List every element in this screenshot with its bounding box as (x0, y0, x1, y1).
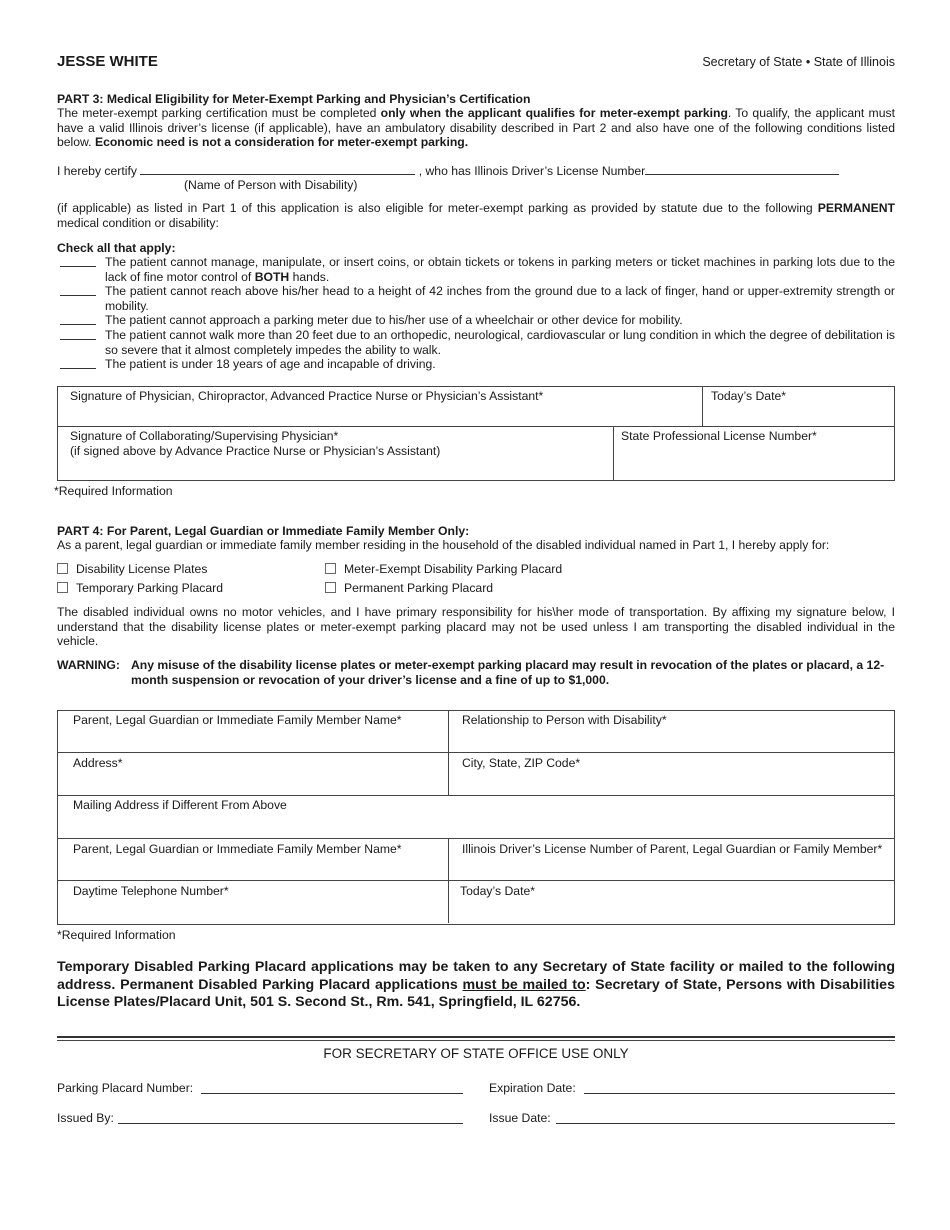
telephone-field[interactable]: Daytime Telephone Number* (73, 884, 229, 898)
guardian-date-field[interactable]: Today’s Date* (460, 884, 535, 898)
divider (613, 426, 614, 480)
divider (448, 710, 449, 796)
patient-license-field[interactable] (645, 163, 839, 175)
certify-line (57, 163, 895, 178)
checkbox[interactable] (57, 582, 68, 593)
issue-date-label: Issue Date: (489, 1111, 551, 1125)
required-note: *Required Information (54, 484, 173, 498)
condition-bold: BOTH (254, 269, 290, 284)
eligible-text (57, 201, 895, 230)
condition-item (57, 284, 895, 313)
divider (57, 426, 895, 427)
certify-prefix: I hereby certify (57, 164, 137, 178)
placard-number-field[interactable] (201, 1093, 463, 1094)
condition-item (57, 313, 895, 328)
condition-text-end: hands. (289, 269, 330, 284)
condition-item (57, 255, 895, 284)
issued-by-label: Issued By: (57, 1111, 114, 1125)
guardian-license-field[interactable]: Illinois Driver’s License Number of Parent, Legal Guardian or Family Member* (462, 842, 883, 856)
warning-text: Any misuse of the disability license plates or meter-exempt parking placard may result in revocation of the plates or placard, a 12-month suspension or revocation of your driver’s license and a fine of up to $1,000. (131, 658, 885, 687)
option-permanent-placard[interactable] (325, 581, 493, 595)
city-state-zip-field[interactable]: City, State, ZIP Code* (462, 756, 581, 770)
condition-check-1[interactable] (60, 255, 96, 267)
checkbox[interactable] (57, 563, 68, 574)
expiration-date-field[interactable] (584, 1093, 895, 1094)
required-note: *Required Information (57, 928, 176, 942)
mailing-text: Temporary Disabled Parking Placard applications may be taken to any Secretary of State facility or mailed to the following address. Permanent Disabled Parking Placard applications (57, 959, 895, 993)
condition-item (57, 357, 895, 372)
mailing-address: : Secretary of State, Persons with Disabilities License Plates/Placard Unit, 501 S. Second St., Rm. 541, Springfield, IL 62756. (57, 976, 895, 1010)
divider (57, 795, 895, 796)
issue-date-field[interactable] (556, 1123, 895, 1124)
certify-mid: , who has Illinois Driver’s License Number (418, 164, 646, 178)
part4-title: PART 4: For Parent, Legal Guardian or Immediate Family Member Only: (57, 524, 470, 538)
divider (57, 752, 895, 753)
condition-check-4[interactable] (60, 328, 96, 340)
guardian-name-field-2[interactable]: Parent, Legal Guardian or Immediate Family Member Name* (73, 842, 402, 856)
divider (448, 838, 449, 923)
condition-text: The patient cannot manage, manipulate, or insert coins, or obtain tickets or tokens in parking meters or ticket machines in parking lots due to the lack of fine motor control of (105, 255, 895, 284)
license-number-field[interactable]: State Professional License Number* (621, 429, 817, 443)
warning-label: WARNING: (57, 658, 120, 672)
relationship-field[interactable]: Relationship to Person with Disability* (462, 713, 667, 727)
double-rule (57, 1040, 895, 1041)
option-label: Temporary Parking Placard (76, 581, 223, 595)
condition-check-3[interactable] (60, 313, 96, 325)
checkbox[interactable] (325, 582, 336, 593)
placard-number-label: Parking Placard Number: (57, 1081, 194, 1095)
option-label: Permanent Parking Placard (344, 581, 494, 595)
part4-intro: As a parent, legal guardian or immediate family member residing in the household of the disabled individual named in Part 1, I hereby apply for: (57, 538, 830, 552)
intro-bold-2: Economic need is not a consideration for meter-exempt parking. (94, 135, 469, 149)
address-field[interactable]: Address* (73, 756, 123, 770)
condition-text: The patient is under 18 years of age and incapable of driving. (105, 357, 436, 371)
part3-title: PART 3: Medical Eligibility for Meter-Exempt Parking and Physician’s Certification (57, 92, 531, 106)
checkbox[interactable] (325, 563, 336, 574)
divider (702, 386, 703, 426)
condition-check-2[interactable] (60, 284, 96, 296)
divider (57, 838, 895, 839)
option-license-plates[interactable] (57, 562, 207, 576)
issued-by-field[interactable] (118, 1123, 463, 1124)
intro-text-2: . To qualify, the applicant must have a valid Illinois driver’s license (if applicable), have an ambulatory disability described in Part 2 and also have one of the following conditions listed below. (57, 106, 895, 149)
part3-intro (57, 106, 895, 150)
expiration-date-label: Expiration Date: (489, 1081, 576, 1095)
collab-sublabel: (if signed above by Advance Practice Nurse or Physician’s Assistant) (70, 444, 441, 458)
official-name: JESSE WHITE (57, 53, 158, 70)
eligible-post: medical condition or disability: (57, 215, 219, 230)
mailing-instructions (57, 959, 895, 1012)
collab-label: Signature of Collaborating/Supervising Physician* (70, 429, 339, 443)
physician-date-field[interactable]: Today’s Date* (711, 389, 786, 403)
intro-text: The meter-exempt parking certification must be completed (57, 106, 381, 120)
mailing-address-field[interactable]: Mailing Address if Different From Above (73, 798, 287, 812)
eligible-pre: (if applicable) as listed in Part 1 of this application is also eligible for meter-exempt parking as provided by statute due to the following (57, 201, 818, 215)
collab-signature-field[interactable] (70, 429, 440, 459)
condition-text: The patient cannot reach above his/her head to a height of 42 inches from the ground due to a lack of finger, hand or upper-extremity strength or mobility. (105, 284, 895, 313)
mailing-underlined: must be mailed to (462, 976, 586, 993)
option-meter-exempt-placard[interactable] (325, 562, 562, 576)
condition-item (57, 328, 895, 357)
name-caption: (Name of Person with Disability) (184, 178, 358, 192)
physician-signature-field[interactable]: Signature of Physician, Chiropractor, Advanced Practice Nurse or Physician’s Assistant* (70, 389, 544, 403)
condition-check-5[interactable] (60, 357, 96, 369)
condition-text: The patient cannot approach a parking meter due to his/her use of a wheelchair or other device for mobility. (105, 313, 683, 327)
divider (57, 880, 895, 881)
check-heading: Check all that apply: (57, 241, 176, 255)
condition-text: The patient cannot walk more than 20 feet due to an orthopedic, neurological, cardiovascular or lung condition in which the degree of debilitation is so severe that it almost completely impedes the ability to walk. (105, 328, 895, 357)
office-use-title: FOR SECRETARY OF STATE OFFICE USE ONLY (323, 1046, 629, 1061)
option-label: Disability License Plates (76, 562, 208, 576)
intro-bold: only when the applicant qualifies for meter-exempt parking (380, 106, 728, 120)
double-rule (57, 1036, 895, 1038)
option-temporary-placard[interactable] (57, 581, 223, 595)
patient-name-field[interactable] (140, 163, 415, 175)
part4-statement: The disabled individual owns no motor vehicles, and I have primary responsibility for his\her mode of transportation. By affixing my signature below, I understand that the disability license plates or meter-exempt parking placard may not be used unless I am transporting the disabled individual in the vehicle. (57, 605, 895, 648)
office-title: Secretary of State • State of Illinois (702, 55, 895, 69)
option-label: Meter-Exempt Disability Parking Placard (344, 562, 563, 576)
guardian-name-field[interactable]: Parent, Legal Guardian or Immediate Family Member Name* (73, 713, 402, 727)
eligible-bold: PERMANENT (817, 201, 895, 215)
